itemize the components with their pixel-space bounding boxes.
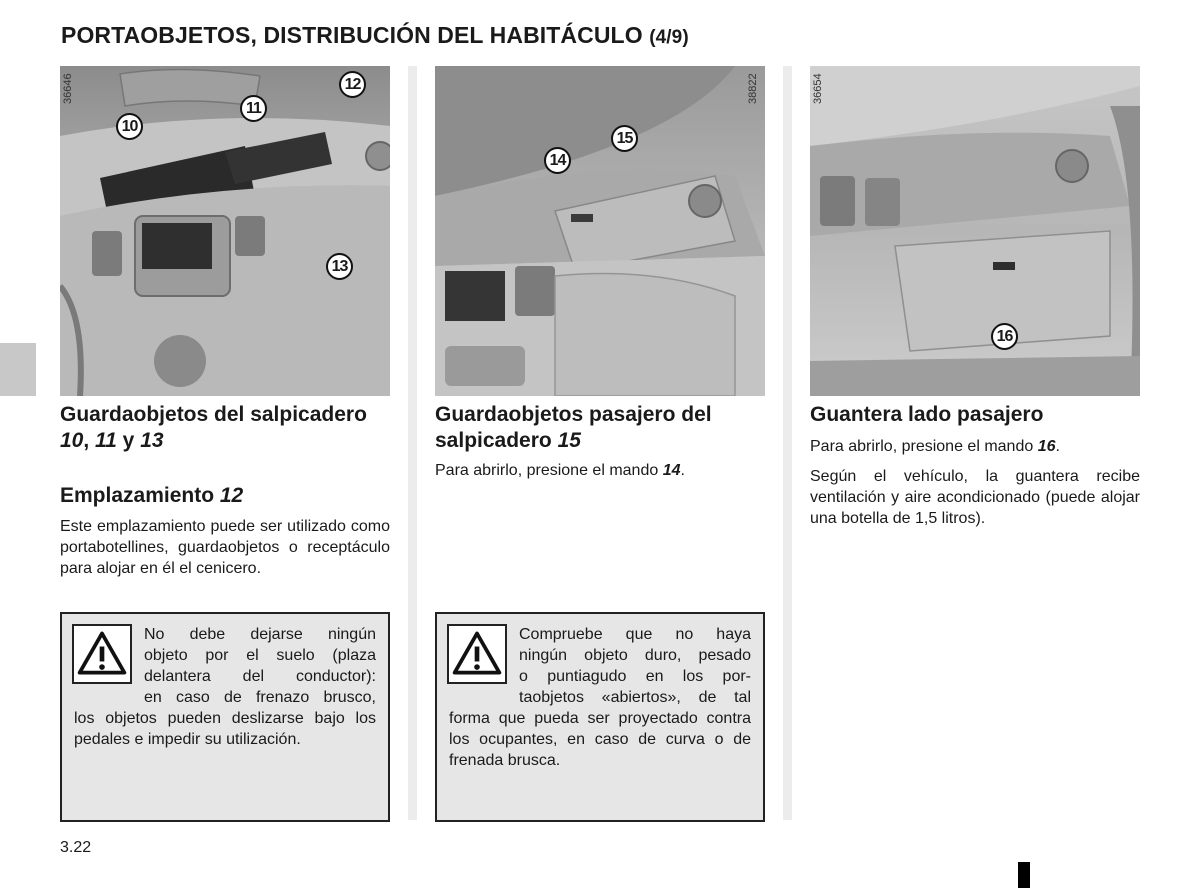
- dashboard-illustration: [60, 66, 390, 396]
- callout-14: 14: [544, 147, 571, 174]
- paragraph-end: .: [680, 462, 685, 479]
- warning-line: o puntiagudo en los por-: [519, 668, 751, 685]
- item-ref: 13: [140, 429, 164, 452]
- heading-location-12: [60, 483, 390, 509]
- warning-line: objeto por el suelo (plaza: [144, 647, 376, 664]
- warning-line: en caso de frenazo brusco,: [144, 689, 376, 706]
- figure-dashboard-storage: [60, 66, 390, 396]
- warning-line: forma que pueda ser proyectado contra los ocupantes, en caso de curva o de frenada brusca.: [449, 710, 751, 769]
- warning-line: Compruebe que no haya: [519, 626, 751, 643]
- column-divider: [783, 66, 792, 820]
- column-divider: [408, 66, 417, 820]
- warning-line: ningún objeto duro, pesado: [519, 647, 751, 664]
- callout-12: 12: [339, 71, 366, 98]
- paragraph-open-16: [810, 436, 1140, 457]
- warning-line: No debe dejarse ningún: [144, 626, 376, 643]
- callout-10: 10: [116, 113, 143, 140]
- paragraph-open-14: [435, 460, 765, 481]
- heading-separator: ,: [83, 429, 96, 452]
- warning-line: los objetos pueden deslizarse bajo los pedales e impedir su utilización.: [74, 710, 376, 748]
- warning-box-hard-objects: [435, 612, 765, 822]
- page-part: (4/9): [649, 27, 689, 48]
- warning-text: [74, 624, 376, 750]
- paragraph-location-12: Este emplazamiento puede ser utilizado como portabotellines, guardaobjetos o receptáculo para alojar en él el cenicero.: [60, 518, 390, 577]
- paragraph-end: .: [1055, 438, 1060, 455]
- item-ref: 12: [219, 484, 244, 507]
- figure-ref: 38822: [747, 73, 759, 104]
- heading-separator: y: [116, 429, 141, 452]
- paragraph-open-text: Para abrirlo, presione el mando: [810, 438, 1038, 455]
- page-title: [61, 22, 689, 49]
- heading-passenger-text: Guardaobjetos pasajero del salpicadero: [435, 403, 712, 452]
- warning-box-floor-objects: [60, 612, 390, 822]
- glovebox-illustration: [810, 66, 1140, 396]
- paragraph-glovebox-ventilation: Según el vehículo, la guantera recibe ventilación y aire acondicionado (puede alojar una botella de 1,5 litros).: [810, 468, 1140, 527]
- callout-16: 16: [991, 323, 1018, 350]
- figure-ref: 36646: [62, 73, 74, 104]
- callout-13: 13: [326, 253, 353, 280]
- heading-location-text: Emplazamiento: [60, 484, 220, 507]
- warning-text: [449, 624, 751, 771]
- item-ref: 15: [557, 429, 581, 452]
- item-ref: 14: [662, 462, 681, 479]
- warning-line: taobjetos «abiertos», de tal: [519, 689, 751, 706]
- item-ref: 16: [1037, 438, 1056, 455]
- paragraph-open-text: Para abrirlo, presione el mando: [435, 462, 663, 479]
- item-ref: 10: [60, 429, 84, 452]
- page-title-text: PORTAOBJETOS, DISTRIBUCIÓN DEL HABITÁCULO: [61, 22, 643, 48]
- heading-dashboard-storage-text: Guardaobjetos del salpicadero: [60, 403, 367, 426]
- figure-ref: 36654: [812, 73, 824, 104]
- passenger-dash-illustration: [435, 66, 765, 396]
- callout-15: 15: [611, 125, 638, 152]
- figure-passenger-dash-storage: [435, 66, 765, 396]
- heading-glovebox: Guantera lado pasajero: [810, 403, 1044, 426]
- warning-line: delantera del conductor):: [144, 668, 376, 685]
- heading-dashboard-storage: [60, 402, 390, 454]
- callout-11: 11: [240, 95, 267, 122]
- item-ref: 11: [95, 429, 117, 452]
- page-edge-marker: [1018, 862, 1030, 888]
- heading-passenger-dash-storage: [435, 402, 765, 454]
- section-tab: [0, 343, 36, 396]
- figure-glovebox: [810, 66, 1140, 396]
- page-number: 3.22: [60, 839, 92, 856]
